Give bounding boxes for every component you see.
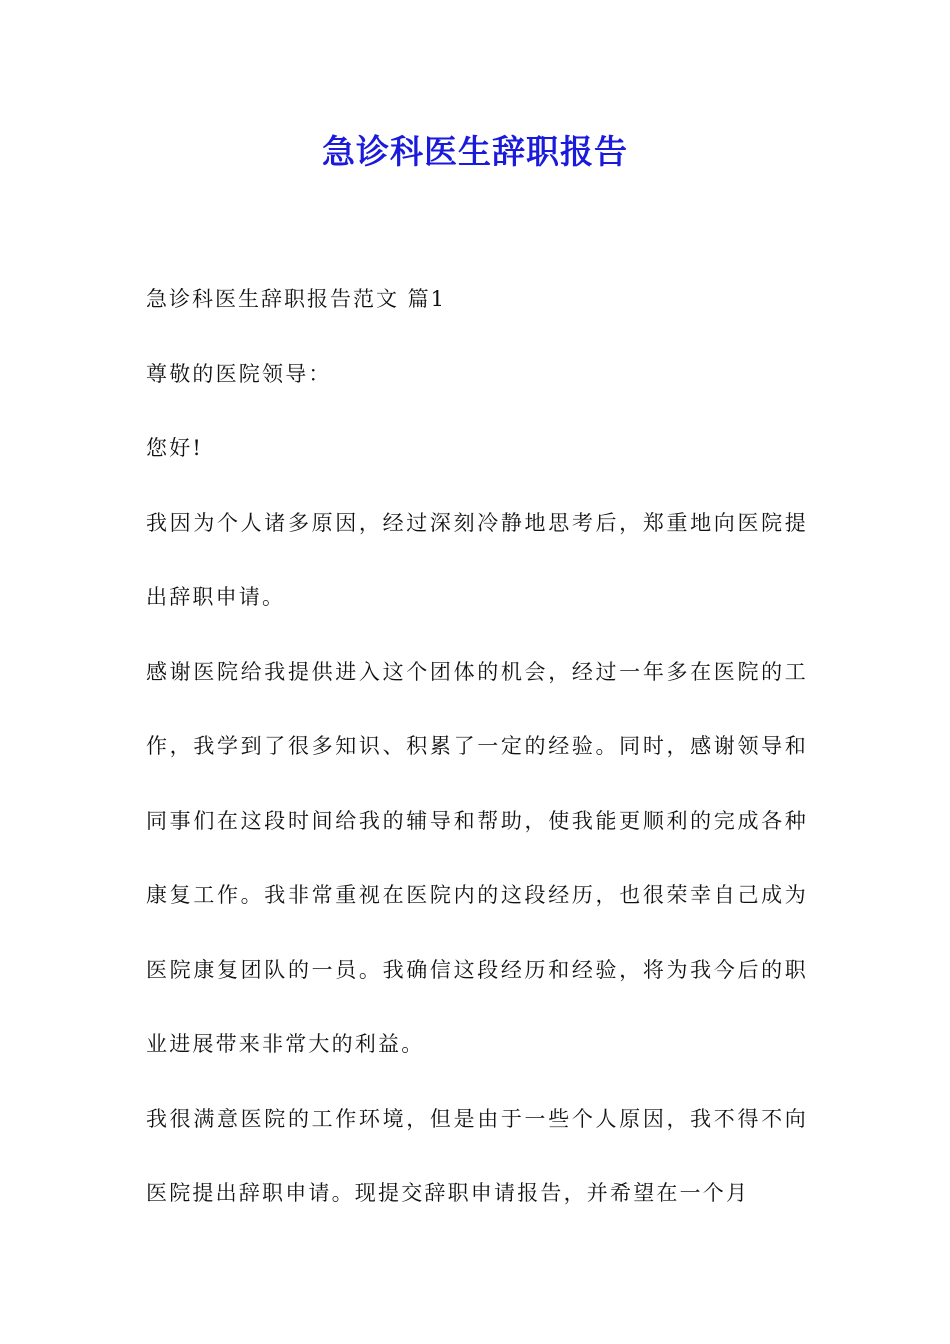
- paragraph: 我很满意医院的工作环境，但是由于一些个人原因，我不得不向医院提出辞职申请。现提交辞职申请报告，并希望在一个月: [146, 1106, 808, 1205]
- greeting: 您好!: [146, 436, 204, 460]
- paragraph: 我因为个人诸多原因，经过深刻冷静地思考后，郑重地向医院提出辞职申请。: [146, 510, 808, 609]
- paragraph: 感谢医院给我提供进入这个团体的机会，经过一年多在医院的工作，我学到了很多知识、积累了一定的经验。同时，感谢领导和同事们在这段时间给我的辅导和帮助，使我能更顺利的完成各种康复工作。我非常重视在医院内的这段经历，也很荣幸自己成为医院康复团队的一员。我确信这段经历和经验，将为我今后的职业进展带来非常大的利益。: [146, 659, 808, 1056]
- document-title: 急诊科医生辞职报告: [322, 132, 628, 171]
- section-heading: 急诊科医生辞职报告范文 篇1: [146, 287, 447, 311]
- salutation: 尊敬的医院领导：: [146, 361, 332, 386]
- document-body: [146, 262, 808, 1231]
